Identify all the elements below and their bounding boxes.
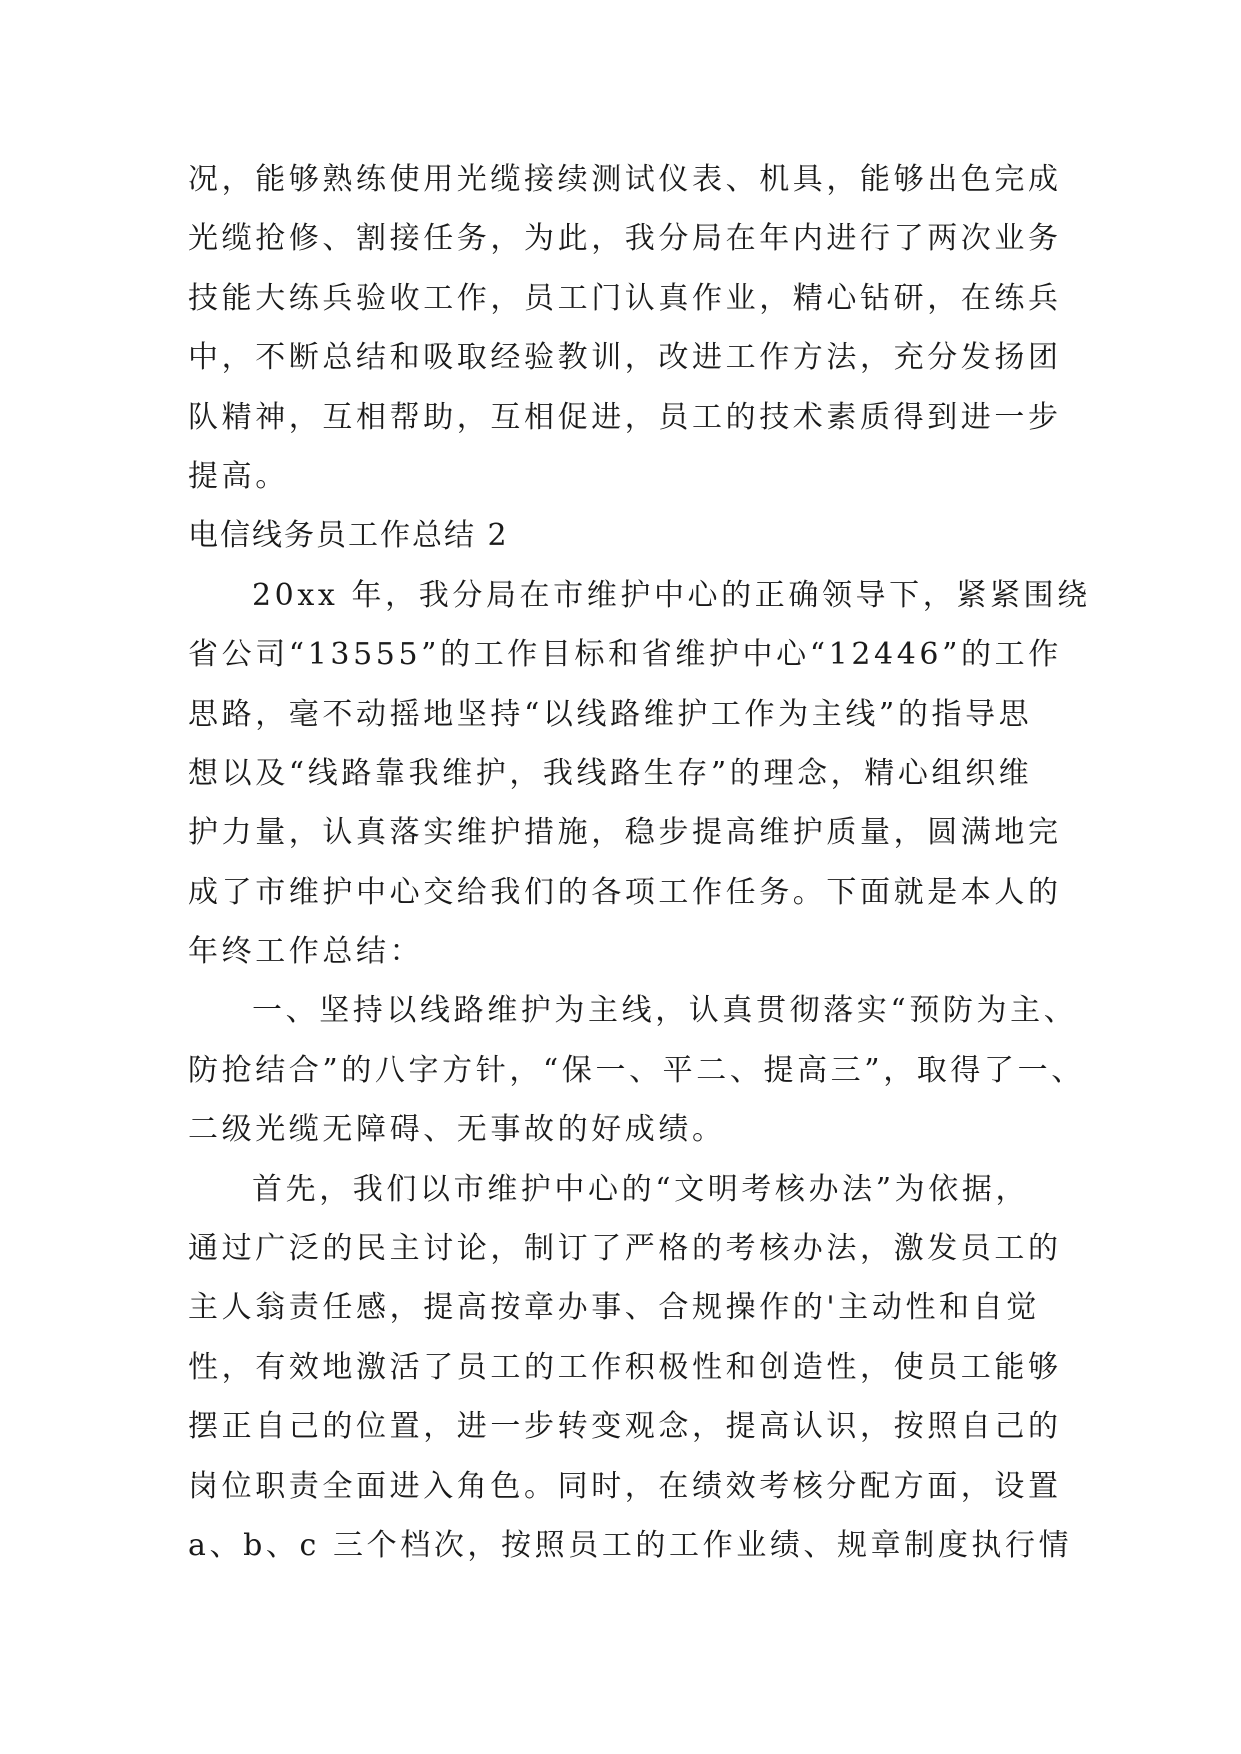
text-line: 岗位职责全面进入角色。同时，在绩效考核分配方面，设置 <box>188 1468 1062 1504</box>
text-line: 一、坚持以线路维护为主线，认真贯彻落实“预防为主、 <box>252 993 1078 1029</box>
text-line: 性，有效地激活了员工的工作积极性和创造性，使员工能够 <box>188 1349 1062 1385</box>
text-line: 防抢结合”的八字方针，“保一、平二、提高三”，取得了一、 <box>188 1052 1085 1088</box>
text-line: 主人翁责任感，提高按章办事、合规操作的'主动性和自觉 <box>188 1290 1040 1326</box>
text-line: 中，不断总结和吸取经验教训，改进工作方法，充分发扬团 <box>188 340 1062 376</box>
text-line: 技能大练兵验收工作，员工门认真作业，精心钻研，在练兵 <box>188 280 1062 316</box>
text-line: 提高。 <box>188 458 289 494</box>
text-line: 护力量，认真落实维护措施，稳步提高维护质量，圆满地完 <box>188 815 1062 851</box>
text-line: 年终工作总结： <box>188 934 424 970</box>
text-line: a、b、c 三个档次，按照员工的工作业绩、规章制度执行情 <box>188 1527 1073 1563</box>
text-line: 思路，毫不动摇地坚持“以线路维护工作为主线”的指导思 <box>188 696 1033 732</box>
text-line: 通过广泛的民主讨论，制订了严格的考核办法，激发员工的 <box>188 1231 1062 1267</box>
text-line: 成了市维护中心交给我们的各项工作任务。下面就是本人的 <box>188 874 1062 910</box>
text-line: 20xx 年，我分局在市维护中心的正确领导下，紧紧围绕 <box>252 577 1091 613</box>
text-line: 二级光缆无障碍、无事故的好成绩。 <box>188 1112 726 1148</box>
section-heading: 电信线务员工作总结 2 <box>188 518 509 554</box>
text-line: 首先，我们以市维护中心的“文明考核办法”为依据， <box>252 1171 1030 1207</box>
text-line: 摆正自己的位置，进一步转变观念，提高认识，按照自己的 <box>188 1409 1062 1445</box>
document-body <box>188 150 1091 1575</box>
text-lines <box>188 150 1091 1575</box>
text-line: 队精神，互相帮助，互相促进，员工的技术素质得到进一步 <box>188 399 1062 435</box>
text-line: 光缆抢修、割接任务，为此，我分局在年内进行了两次业务 <box>188 221 1062 257</box>
text-line: 况，能够熟练使用光缆接续测试仪表、机具，能够出色完成 <box>188 162 1062 197</box>
text-line: 想以及“线路靠我维护，我线路生存”的理念，精心组织维 <box>188 755 1033 791</box>
text-line: 省公司“13555”的工作目标和省维护中心“12446”的工作 <box>188 637 1062 673</box>
